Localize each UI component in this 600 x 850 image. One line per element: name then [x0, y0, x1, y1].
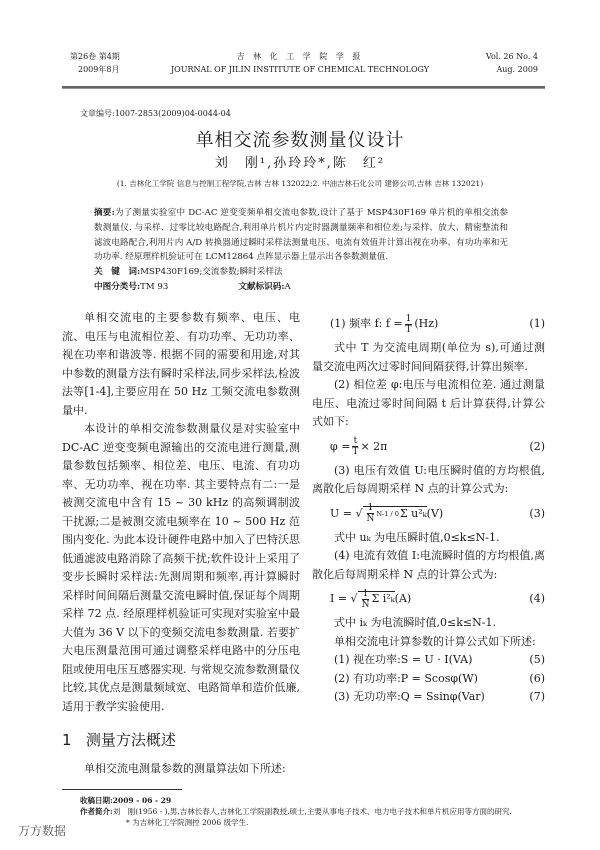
issue-date: 2009年8月 [78, 65, 120, 74]
equation-current: I = √ $\frac{1}{N}$ Σ i²ₖ(A) (4) [330, 588, 545, 610]
formula-apparent-power [312, 651, 545, 670]
article-number: 文章编号:1007-2853(2009)04-0044-04 [80, 109, 231, 118]
formula-text: (3) 无功功率:Q = Ssinφ(Var) [334, 690, 485, 703]
eq-lhs: φ = [330, 439, 351, 453]
intro-paragraph: 单相交流电的主要参数有频率、电压、电流、电压与电流相位差、有功功率、无功功率、视在功率和谐波等. 根据不同的需要和用途,对其中参数的测量方法有瞬时采样法,同步采样法,检波法等[1-4],主要应用在 50 Hz 工频交流电参数测量中. [62, 311, 300, 417]
equation-number: (1) [529, 317, 545, 330]
phase-paragraph: (2) 相位差 φ:电压与电流相位差. 通过测量电压、电流过零时间间隔 t 后计算获得,计算公式如下: [312, 378, 545, 428]
denominator: N [361, 599, 370, 610]
authors: 刘 刚¹,孙玲玲*,陈 红² [214, 156, 386, 171]
clc-label: 中图分类号: [94, 281, 141, 292]
abstract [94, 206, 508, 295]
footnote [80, 795, 520, 828]
summation: Σ i²ₖ [371, 592, 395, 605]
right-column [312, 309, 545, 707]
clc-number: TM 93 [140, 281, 169, 292]
abstract-text: 为了测量实验室中 DC-AC 逆变变频单相交流电参数,设计了基于 MSP430F169 单片机的单相交流参数测量仪. 与采样、过零比较电路配合,利用单片机片内定时器测量频率和相位差;与采样、放大、精密整流和滤波电路配合,利用片内 A/D 转换器通过瞬时采样法测量电压、电流有效值并计算出视在功率、有功功率和无功功率. 经原理样机验证可在 LCM12864 点阵显示器上显示出各参数测量值. [94, 208, 508, 263]
watermark-footer: 万方数据 [18, 824, 67, 838]
affiliation: (1. 吉林化工学院 信息与控制工程学院,吉林 吉林 132022;2. 中油吉林石化公司 建修公司,吉林 吉林 132021) [116, 179, 484, 188]
summation-limits: N-1 / 0 [376, 509, 399, 518]
numerator: 1 [367, 503, 374, 513]
eq-label: (1) 频率 f: f = [330, 317, 403, 330]
section-title: 测量方法概述 [85, 731, 176, 749]
body [62, 309, 545, 828]
period-paragraph: 式中 T 为交流电周期(单位为 s),可通过测量交流电两次过零时间间隔获得,计算出频率. [312, 341, 545, 373]
formula-active-power [312, 670, 545, 689]
abstract-label: 摘要: [94, 208, 115, 218]
equation-number: (3) [529, 506, 545, 520]
design-paragraph: 本设计的单相交流参数测量仪是对实验室中 DC-AC 逆变变频电源输出的交流电进行测量,测量参数包括频率、相位差、电压、电流、有功功率、无功功率、视在功率. 其主要特点有二:一是被测交流电中含有 15 ~ 30 kHz 的高频调制波干扰源;二是被测交流电频率在 10 ~ 500 Hz 范围内变化. 为此本设计硬件电路中加入了巴特沃思低通滤波电路消除了高频干扰;软件设计上采用了变步长瞬时采样法:先测周期和频率,再计算瞬时采样时间间隔后测量交流电瞬时值,保证每个周期采样 72 点. 经原理样机验证可实现对实验室中最大值为 36 V 以下的变频交流电参数测量. 若要扩大电压测量范围可通过调整采样电路中的分压电阻或使用电压互感器实现. 与常规交流参数测量仪比较,其优点是测量频域宽、电路简单和造价低廉,适用于教学实验使用. [62, 422, 300, 713]
voltage-paragraph: (3) 电压有效值 U:电压瞬时值的方均根值,离散化后每周期采样 N 点的计算公式为: [312, 463, 545, 495]
equation-number: (7) [529, 690, 545, 703]
section-heading [62, 730, 300, 750]
unit: (A) [394, 592, 412, 605]
fraction [352, 436, 358, 457]
equation-number: (5) [529, 653, 545, 666]
volume-info-en [486, 50, 538, 76]
eq-lhs: U = [330, 506, 352, 520]
numerator: t [353, 436, 358, 446]
power-intro: 单相交流电计算参数的计算公式如下所述: [334, 634, 536, 648]
current-note: 式中 iₖ 为电流瞬时值,0≤k≤N-1. [334, 616, 496, 629]
voltage-note: 式中 uₖ 为电压瞬时值,0≤k≤N-1. [334, 530, 500, 544]
unit: (V) [426, 506, 444, 520]
equation-voltage: U = √ $\frac{1}{N}$ N-1 / 0Σ u²ₖ(V) (3) [330, 503, 545, 524]
journal-name-en: JOURNAL OF JILIN INSTITUTE OF CHEMICAL TECHNOLOGY [170, 65, 430, 74]
header-rule [62, 86, 545, 89]
section-text: 单相交流电测量参数的测量算法如下所述: [84, 762, 286, 775]
journal-name [150, 50, 450, 76]
doc-code-label: 文献标识码: [238, 281, 285, 292]
equation-phase [312, 435, 545, 459]
bio-label: 作者简介: [80, 806, 113, 816]
equation-number: (6) [529, 671, 545, 685]
volume-en: Vol. 26 No. 4 [485, 52, 538, 61]
formula-text: (2) 有功功率:P = Scosφ(W) [334, 671, 478, 685]
doc-code: A [284, 281, 291, 292]
section-number: 1 [62, 731, 72, 749]
fraction [367, 503, 375, 524]
denominator: T [405, 324, 412, 335]
denominator: N [366, 514, 375, 524]
summation: Σ u²ₖ [399, 506, 427, 520]
left-column [62, 309, 300, 779]
fraction [362, 589, 370, 610]
equation-frequency [312, 312, 545, 336]
paper-title: 单相交流参数测量仪设计 [195, 130, 405, 151]
numerator: 1 [362, 588, 369, 599]
fraction [405, 314, 413, 335]
received-date: 收稿日期:2009 - 06 - 29 [80, 795, 172, 805]
eq-lhs: I = [330, 592, 348, 605]
volume-issue: 第26卷 第4期 [70, 52, 120, 61]
journal-name-cn: 吉 林 化 工 学 院 学 报 [236, 52, 364, 61]
denominator: T [352, 447, 359, 457]
date-en: Aug. 2009 [496, 65, 538, 74]
formula-text: (1) 视在功率:S = U · I(VA) [334, 653, 473, 666]
keywords-label: 关 键 词: [94, 267, 141, 278]
keywords: MSP430F169;交流参数;瞬时采样法 [140, 267, 283, 278]
formula-reactive-power [312, 688, 545, 707]
numerator: 1 [405, 313, 412, 324]
unit: (Hz) [414, 317, 439, 330]
student-note: * 为吉林化工学院测控 2006 级学生. [126, 817, 249, 827]
issue-info [70, 50, 120, 76]
equation-number: (2) [529, 439, 545, 453]
author-bio: 刘 刚(1956 - ),男,吉林长春人,吉林化工学院副教授,硕士,主要从事电子技术、电力电子技术和单片机应用等方面的研究. [112, 806, 512, 816]
footnote-rule [62, 789, 182, 790]
current-paragraph: (4) 电流有效值 I:电流瞬时值的方均根值,离散化后每周期采样 N 点的计算公式为: [312, 549, 545, 581]
eq-rhs: × 2π [360, 439, 388, 453]
equation-number: (4) [529, 592, 545, 605]
